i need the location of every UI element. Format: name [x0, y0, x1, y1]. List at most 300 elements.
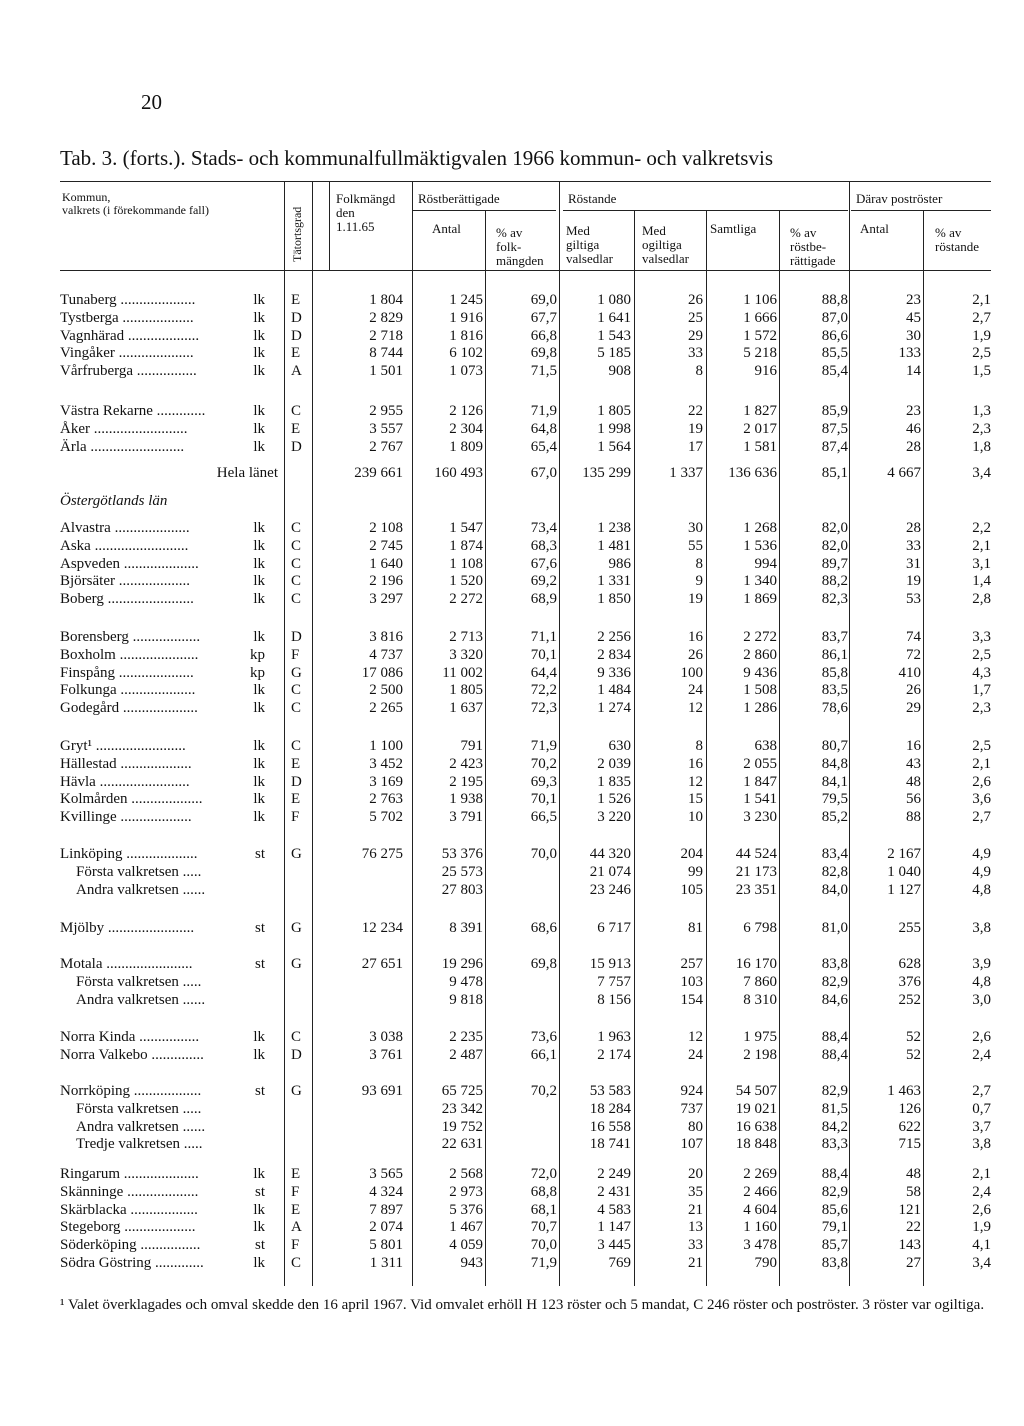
cell-med: 3 445	[597, 1237, 631, 1254]
cell-ppct: 2,2	[972, 520, 991, 536]
cell-med: 1 850	[597, 591, 631, 608]
cell-kommun: Hävla ........................	[60, 773, 190, 790]
cell-sam: 2 272	[743, 629, 777, 645]
cell-ant: 9 818	[449, 991, 483, 1008]
cell-rpct: 85,8	[821, 664, 848, 681]
cell-type: lk	[253, 591, 265, 608]
header-pct-rb-1: % av	[790, 225, 817, 240]
cell-ppct: 1,7	[972, 682, 991, 699]
cell-ogi: 20	[688, 1166, 703, 1182]
cell-rpct: 87,5	[821, 420, 848, 437]
cell-type: lk	[253, 1166, 265, 1182]
cell-kommun: Första valkretsen .....	[76, 863, 202, 880]
cell-kommun: Skänninge ...................	[60, 1183, 199, 1200]
header-med-ogiltiga-2: ogiltiga	[642, 237, 682, 252]
cell-folk: 5 801	[369, 1237, 403, 1254]
header-rostberattigade: Röstberättigade	[418, 191, 500, 206]
cell-kommun: Andra valkretsen ......	[76, 991, 206, 1008]
cell-folk: 4 324	[369, 1183, 403, 1200]
cell-kind: G	[291, 956, 302, 972]
cell-type: lk	[253, 520, 265, 536]
cell-folk: 3 038	[369, 1029, 403, 1045]
page-number: 20	[141, 90, 162, 114]
cell-pant: 56	[906, 791, 921, 808]
cell-sam: 1 286	[743, 700, 777, 717]
table-row	[0, 1166, 1024, 1184]
cell-ppct: 1,9	[972, 327, 991, 344]
cell-kommun: Gryt¹ ........................	[60, 738, 186, 754]
cell-rpct: 84,8	[821, 755, 848, 772]
cell-ppct: 2,6	[972, 773, 991, 790]
cell-type: lk	[253, 438, 265, 455]
cell-sam: 2 860	[743, 646, 777, 663]
table-row	[0, 1184, 1024, 1202]
cell-ogi: 9	[695, 573, 703, 590]
cell-med: 986	[608, 555, 631, 572]
cell-kind: C	[291, 591, 302, 608]
cell-rpct: 82,3	[821, 591, 848, 608]
cell-kind: E	[291, 345, 301, 362]
cell-ppct: 2,5	[972, 646, 991, 663]
cell-folk: 2 829	[369, 309, 403, 326]
cell-type: lk	[253, 327, 265, 344]
cell-kommun: Borensberg ..................	[60, 629, 201, 645]
cell-kind: D	[291, 1046, 302, 1063]
cell-kind: E	[291, 292, 301, 308]
cell-kommun: Åker .........................	[60, 420, 188, 437]
cell-rpct: 85,4	[821, 363, 848, 380]
cell-pant: 88	[906, 809, 921, 826]
cell-rpct: 84,1	[821, 773, 848, 790]
table-row	[0, 882, 1024, 900]
cell-ogi: 1 337	[669, 465, 703, 481]
cell-pant: 126	[898, 1100, 921, 1117]
cell-folk: 27 651	[361, 956, 403, 972]
cell-med: 3 220	[597, 809, 631, 826]
cell-kind: E	[291, 755, 301, 772]
header-bottom-rule	[60, 270, 991, 271]
cell-ppct: 2,5	[972, 738, 991, 754]
cell-kommun: Vårfruberga ................	[60, 363, 197, 380]
cell-kommun: Söderköping ................	[60, 1237, 201, 1254]
cell-med: 8 156	[597, 991, 631, 1008]
table-row	[0, 1029, 1024, 1047]
cell-sam: 2 466	[743, 1183, 777, 1200]
cell-pct: 72,3	[530, 700, 557, 717]
cell-med: 1 274	[597, 700, 631, 717]
cell-pct: 65,4	[530, 438, 557, 455]
cell-ant: 1 073	[449, 363, 483, 380]
cell-med: 1 484	[597, 682, 631, 699]
cell-kommun: Vingåker ....................	[60, 345, 194, 362]
cell-kommun: Andra valkretsen ......	[76, 881, 206, 898]
cell-ant: 19 752	[441, 1118, 483, 1135]
cell-kind: D	[291, 629, 302, 645]
table-row	[0, 292, 1024, 310]
cell-med: 630	[608, 738, 631, 754]
cell-rpct: 82,9	[821, 973, 848, 990]
cell-rpct: 82,0	[821, 537, 848, 554]
cell-ant: 5 376	[449, 1201, 483, 1218]
cell-pant: 48	[906, 773, 921, 790]
cell-rpct: 81,0	[821, 920, 848, 936]
cell-pct: 66,5	[530, 809, 557, 826]
cell-med: 1 805	[597, 403, 631, 419]
cell-folk: 3 557	[369, 420, 403, 437]
cell-pct: 70,7	[530, 1219, 557, 1236]
cell-pant: 28	[906, 520, 921, 536]
cell-ant: 1 245	[449, 292, 483, 308]
cell-ppct: 2,3	[972, 420, 991, 437]
cell-pant: 72	[906, 646, 921, 663]
cell-sam: 638	[754, 738, 777, 754]
cell-sam: 2 017	[743, 420, 777, 437]
cell-ant: 25 573	[441, 863, 483, 880]
cell-med: 2 249	[597, 1166, 631, 1182]
header-kommun: Kommun,	[62, 190, 111, 204]
table-row	[0, 421, 1024, 439]
cell-ant: 9 478	[449, 973, 483, 990]
cell-sam: 16 170	[735, 956, 777, 972]
cell-folk: 12 234	[361, 920, 403, 936]
cell-med: 2 039	[597, 755, 631, 772]
table-row	[0, 756, 1024, 774]
cell-folk: 3 452	[369, 755, 403, 772]
cell-type: st	[254, 1237, 265, 1254]
cell-pct: 71,9	[530, 738, 557, 754]
cell-ant: 2 423	[449, 755, 483, 772]
cell-kind: E	[291, 1166, 301, 1182]
header-med-giltiga-2: giltiga	[566, 237, 600, 252]
cell-type: lk	[253, 420, 265, 437]
cell-type: lk	[253, 537, 265, 554]
table-row	[0, 1255, 1024, 1273]
cell-ppct: 2,8	[972, 591, 991, 608]
cell-ogi: 15	[688, 791, 703, 808]
table-row	[0, 738, 1024, 756]
cell-type: lk	[253, 809, 265, 826]
cell-ant: 19 296	[441, 956, 483, 972]
cell-rpct: 85,7	[821, 1237, 848, 1254]
cell-sam: 2 198	[743, 1046, 777, 1063]
cell-pant: 16	[906, 738, 921, 754]
cell-sam: 1 666	[743, 309, 777, 326]
cell-pant: 74	[906, 629, 921, 645]
cell-ant: 1 916	[449, 309, 483, 326]
cell-folk: 2 265	[369, 700, 403, 717]
table-row	[0, 1047, 1024, 1065]
cell-sam: 2 055	[743, 755, 777, 772]
cell-sam: 1 847	[743, 773, 777, 790]
cell-ogi: 26	[688, 292, 703, 308]
cell-ppct: 3,4	[972, 1255, 991, 1271]
cell-ogi: 24	[688, 682, 703, 699]
table-row	[0, 864, 1024, 882]
cell-pant: 27	[906, 1255, 921, 1271]
cell-rpct: 88,4	[821, 1046, 848, 1063]
cell-kind: G	[291, 846, 302, 862]
cell-pant: 14	[906, 363, 921, 380]
cell-pct: 64,8	[530, 420, 557, 437]
total-row	[0, 465, 1024, 483]
cell-sam: 1 869	[743, 591, 777, 608]
cell-ant: 22 631	[441, 1136, 483, 1153]
cell-ant: 53 376	[441, 846, 483, 862]
cell-kommun: Tredje valkretsen .....	[76, 1136, 203, 1153]
cell-rpct: 83,4	[821, 846, 848, 862]
cell-kommun: Motala .......................	[60, 956, 193, 972]
table-row	[0, 310, 1024, 328]
cell-type: lk	[253, 738, 265, 754]
cell-pant: 58	[906, 1183, 921, 1200]
section-heading: Östergötlands län	[60, 493, 168, 509]
cell-type: lk	[253, 573, 265, 590]
cell-pant: 26	[906, 682, 921, 699]
cell-pct: 70,1	[530, 791, 557, 808]
header-med-giltiga-1: Med	[566, 223, 590, 238]
cell-pct: 73,6	[530, 1029, 557, 1045]
cell-ant: 2 713	[449, 629, 483, 645]
cell-rpct: 89,7	[821, 555, 848, 572]
cell-type: st	[254, 920, 265, 936]
header-tatortsgrad: Tätortsgrad	[290, 206, 304, 262]
cell-folk: 3 761	[369, 1046, 403, 1063]
cell-ogi: 8	[695, 555, 703, 572]
cell-sam: 3 478	[743, 1237, 777, 1254]
cell-ant: 65 725	[441, 1083, 483, 1099]
table-row	[0, 1101, 1024, 1119]
cell-ogi: 737	[680, 1100, 703, 1117]
cell-kind: C	[291, 1029, 302, 1045]
table-row	[0, 328, 1024, 346]
cell-ogi: 924	[680, 1083, 703, 1099]
cell-med: 1 526	[597, 791, 631, 808]
table-row	[0, 1237, 1024, 1255]
cell-type: lk	[253, 1046, 265, 1063]
cell-pant: 31	[906, 555, 921, 572]
cell-kommun: Boxholm .....................	[60, 646, 199, 663]
cell-ppct: 3,9	[972, 956, 991, 972]
cell-sam: 4 604	[743, 1201, 777, 1218]
cell-rpct: 83,5	[821, 682, 848, 699]
cell-ppct: 3,0	[972, 991, 991, 1008]
cell-sam: 6 798	[743, 920, 777, 936]
cell-ant: 1 520	[449, 573, 483, 590]
header-folk-1: Folkmängd	[336, 191, 396, 206]
table-row	[0, 920, 1024, 938]
cell-sam: 1 340	[743, 573, 777, 590]
cell-pant: 48	[906, 1166, 921, 1182]
cell-pant: 43	[906, 755, 921, 772]
cell-med: 2 256	[597, 629, 631, 645]
cell-rpct: 85,5	[821, 345, 848, 362]
cell-pant: 22	[906, 1219, 921, 1236]
cell-med: 1 963	[597, 1029, 631, 1045]
cell-kommun: Alvastra ....................	[60, 520, 190, 536]
cell-pant: 1 463	[887, 1083, 921, 1099]
cell-folk: 93 691	[361, 1083, 403, 1099]
cell-type: lk	[253, 700, 265, 717]
header-folk-3: 1.11.65	[336, 219, 375, 234]
cell-ogi: 19	[688, 591, 703, 608]
cell-kind: F	[291, 1237, 300, 1254]
cell-pant: 410	[898, 664, 921, 681]
cell-ogi: 35	[688, 1183, 703, 1200]
cell-rpct: 88,4	[821, 1029, 848, 1045]
header-pct-folk-1: % av	[496, 225, 523, 240]
cell-rpct: 86,1	[821, 646, 848, 663]
cell-kind: C	[291, 1255, 302, 1271]
cell-pct: 69,3	[530, 773, 557, 790]
cell-pant: 1 040	[887, 863, 921, 880]
cell-ppct: 3,3	[972, 629, 991, 645]
cell-rpct: 83,3	[821, 1136, 848, 1153]
col-rule-3	[329, 181, 330, 270]
cell-kind: F	[291, 1183, 300, 1200]
header-post-pct-1: % av	[935, 225, 962, 240]
cell-ant: 2 487	[449, 1046, 483, 1063]
cell-pant: 628	[898, 956, 921, 972]
cell-ogi: 100	[680, 664, 703, 681]
cell-pant: 29	[906, 700, 921, 717]
cell-med: 7 757	[597, 973, 631, 990]
cell-rpct: 79,1	[821, 1219, 848, 1236]
cell-kind: G	[291, 664, 302, 681]
cell-med: 1 080	[597, 292, 631, 308]
cell-pct: 68,1	[530, 1201, 557, 1218]
cell-rpct: 88,2	[821, 573, 848, 590]
cell-kommun: Stegeborg ...................	[60, 1219, 196, 1236]
cell-kind: D	[291, 309, 302, 326]
cell-ogi: 8	[695, 363, 703, 380]
cell-kommun: Skärblacka ..................	[60, 1201, 198, 1218]
cell-ant: 8 391	[449, 920, 483, 936]
cell-ppct: 4,9	[972, 846, 991, 862]
cell-ogi: 17	[688, 438, 703, 455]
cell-rpct: 83,7	[821, 629, 848, 645]
table-row	[0, 439, 1024, 457]
cell-ppct: 2,1	[972, 1166, 991, 1182]
header-pct-folk-3: mängden	[496, 253, 544, 268]
table-row	[0, 629, 1024, 647]
cell-type: lk	[253, 629, 265, 645]
cell-folk: 7 897	[369, 1201, 403, 1218]
cell-kommun: Tunaberg ....................	[60, 292, 196, 308]
cell-pct: 68,8	[530, 1183, 557, 1200]
table-row	[0, 809, 1024, 827]
cell-rpct: 80,7	[821, 738, 848, 754]
header-med-ogiltiga-1: Med	[642, 223, 666, 238]
cell-sam: 916	[754, 363, 777, 380]
cell-kommun: Hällestad ...................	[60, 755, 192, 772]
cell-ogi: 107	[680, 1136, 703, 1153]
cell-pant: 121	[898, 1201, 921, 1218]
cell-type: st	[254, 956, 265, 972]
cell-med: 16 558	[589, 1118, 631, 1135]
cell-pct: 67,7	[530, 309, 557, 326]
cell-pant: 2 167	[887, 846, 921, 862]
cell-ant: 1 809	[449, 438, 483, 455]
cell-ppct: 3,4	[972, 465, 991, 481]
cell-sam: 994	[754, 555, 777, 572]
cell-type: lk	[253, 292, 265, 308]
cell-kind: C	[291, 537, 302, 554]
cell-ppct: 2,1	[972, 537, 991, 554]
cell-sam: 1 508	[743, 682, 777, 699]
cell-sam: 790	[754, 1255, 777, 1271]
cell-ppct: 1,3	[972, 403, 991, 419]
header-pct-rb-3: rättigade	[790, 253, 836, 268]
cell-pant: 23	[906, 403, 921, 419]
table-row	[0, 682, 1024, 700]
cell-type: lk	[253, 773, 265, 790]
cell-sam: 136 636	[728, 465, 777, 481]
cell-sam: 5 218	[743, 345, 777, 362]
table-title: Tab. 3. (forts.). Stads- och kommunalfullmäktigvalen 1966 kommun- och valkretsvis	[60, 146, 773, 170]
table-row	[0, 1219, 1024, 1237]
cell-ogi: 12	[688, 700, 703, 717]
cell-folk: 76 275	[361, 846, 403, 862]
cell-folk: 8 744	[369, 345, 403, 362]
cell-folk: 1 311	[369, 1255, 403, 1271]
cell-folk: 17 086	[361, 664, 403, 681]
cell-folk: 2 500	[369, 682, 403, 699]
cell-type: st	[254, 846, 265, 862]
cell-kommun: Västra Rekarne .............	[60, 403, 206, 419]
cell-ogi: 103	[680, 973, 703, 990]
cell-ppct: 2,3	[972, 700, 991, 717]
cell-ppct: 2,7	[972, 809, 991, 826]
cell-kommun: Linköping ...................	[60, 846, 198, 862]
cell-sam: 54 507	[735, 1083, 777, 1099]
cell-ant: 2 195	[449, 773, 483, 790]
table-row	[0, 665, 1024, 683]
cell-rpct: 82,0	[821, 520, 848, 536]
cell-pant: 52	[906, 1029, 921, 1045]
cell-kind: G	[291, 1083, 302, 1099]
cell-kind: D	[291, 438, 302, 455]
cell-med: 23 246	[589, 881, 631, 898]
cell-ppct: 2,1	[972, 755, 991, 772]
cell-type: lk	[253, 403, 265, 419]
cell-ppct: 2,6	[972, 1201, 991, 1218]
cell-rpct: 84,0	[821, 881, 848, 898]
cell-kind: C	[291, 573, 302, 590]
cell-pant: 28	[906, 438, 921, 455]
cell-kind: E	[291, 420, 301, 437]
cell-med: 2 174	[597, 1046, 631, 1063]
cell-kind: C	[291, 738, 302, 754]
cell-ppct: 4,9	[972, 863, 991, 880]
cell-kommun: Norrköping ..................	[60, 1083, 202, 1099]
table-row	[0, 846, 1024, 864]
header-med-giltiga-3: valsedlar	[566, 251, 613, 266]
cell-sam: 1 160	[743, 1219, 777, 1236]
header-pct-rb-2: röstbe-	[790, 239, 827, 254]
cell-rpct: 84,2	[821, 1118, 848, 1135]
cell-med: 1 543	[597, 327, 631, 344]
cell-kommun: Kvillinge ...................	[60, 809, 192, 826]
cell-type: st	[254, 1183, 265, 1200]
cell-ant: 1 938	[449, 791, 483, 808]
table-row	[0, 556, 1024, 574]
cell-pant: 45	[906, 309, 921, 326]
cell-ant: 2 973	[449, 1183, 483, 1200]
cell-sam: 1 581	[743, 438, 777, 455]
header-med-ogiltiga-3: valsedlar	[642, 251, 689, 266]
cell-pant: 33	[906, 537, 921, 554]
table-row	[0, 774, 1024, 792]
